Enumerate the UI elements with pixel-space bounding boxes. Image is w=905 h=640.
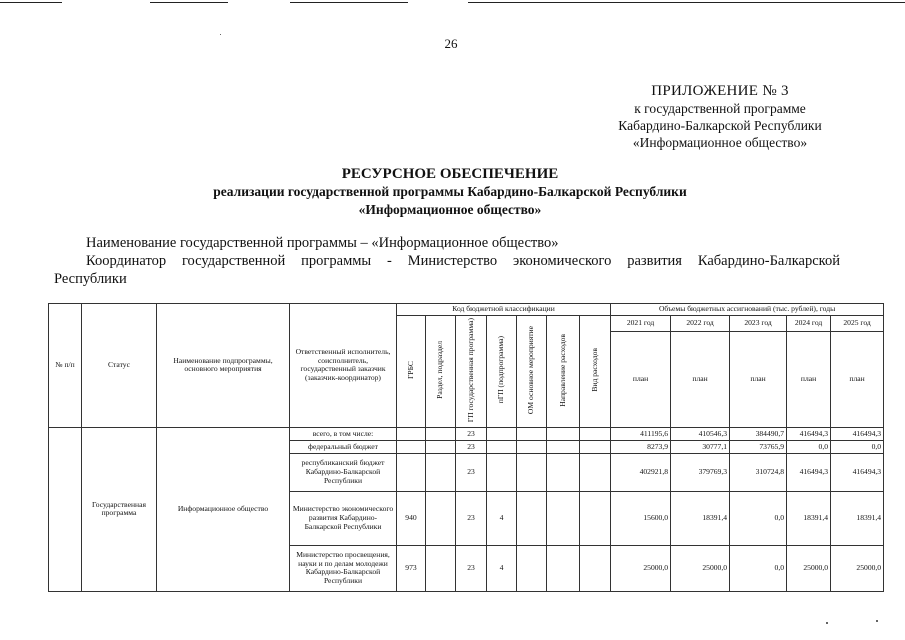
kbk-cell: 23 bbox=[456, 453, 487, 491]
value-cell: 25000,0 bbox=[671, 545, 730, 591]
kbk-cell: 23 bbox=[456, 545, 487, 591]
executor-cell: Министерство экономического развития Кабардино-Балкарской Республики bbox=[290, 491, 397, 545]
scan-artifact-line bbox=[290, 2, 408, 3]
value-cell: 0,0 bbox=[730, 545, 787, 591]
value-cell: 416494,3 bbox=[787, 427, 831, 440]
kbk-cell bbox=[580, 440, 611, 453]
scan-artifact-line bbox=[150, 2, 228, 3]
header-volumes: Объемы бюджетных ассигнований (тыс. рублей), годы bbox=[611, 304, 884, 316]
row-num-cell bbox=[49, 427, 82, 591]
appendix-label: ПРИЛОЖЕНИЕ № 3 bbox=[651, 83, 789, 99]
value-cell: 30777,1 bbox=[671, 440, 730, 453]
title-line: РЕСУРСНОЕ ОБЕСПЕЧЕНИЕ bbox=[341, 166, 559, 182]
kbk-cell: 4 bbox=[487, 545, 517, 591]
title-line: «Информационное общество» bbox=[358, 202, 542, 217]
kbk-cell bbox=[397, 427, 426, 440]
value-cell: 0,0 bbox=[831, 440, 884, 453]
coordinator-line-end: Республики bbox=[54, 271, 127, 287]
kbk-cell bbox=[547, 491, 580, 545]
value-cell: 18391,4 bbox=[671, 491, 730, 545]
value-cell: 8273,9 bbox=[611, 440, 671, 453]
appendix-line: к государственной программе bbox=[634, 101, 806, 116]
executor-cell: федеральный бюджет bbox=[290, 440, 397, 453]
resource-table bbox=[48, 303, 884, 592]
coordinator-line: Координатор государственной программы - Министерство экономического развития Кабардино-Балкарской bbox=[86, 253, 840, 269]
scan-speck bbox=[220, 34, 221, 35]
value-cell: 416494,3 bbox=[787, 453, 831, 491]
value-cell: 0,0 bbox=[787, 440, 831, 453]
header-year: 2025 год bbox=[831, 316, 884, 332]
kbk-cell bbox=[426, 491, 456, 545]
header-plan: план bbox=[787, 332, 831, 427]
value-cell: 379769,3 bbox=[671, 453, 730, 491]
header-kbk-col: ГРБС bbox=[397, 316, 426, 428]
kbk-cell bbox=[547, 440, 580, 453]
executor-cell: республиканский бюджет Кабардино-Балкарской Республики bbox=[290, 453, 397, 491]
value-cell: 416494,3 bbox=[831, 453, 884, 491]
kbk-cell bbox=[580, 427, 611, 440]
kbk-cell bbox=[426, 545, 456, 591]
header-plan: план bbox=[730, 332, 787, 427]
header-executor: Ответственный исполнитель, соисполнитель, государственный заказчик (заказчик-координатор) bbox=[290, 304, 397, 428]
header-plan: план bbox=[611, 332, 671, 427]
header-status: Статус bbox=[82, 304, 157, 428]
value-cell: 15600,0 bbox=[611, 491, 671, 545]
kbk-cell: 23 bbox=[456, 427, 487, 440]
status-cell: Государственная программа bbox=[82, 427, 157, 591]
value-cell: 0,0 bbox=[730, 491, 787, 545]
kbk-cell bbox=[426, 453, 456, 491]
value-cell: 25000,0 bbox=[787, 545, 831, 591]
program-name-cell: Информационное общество bbox=[157, 427, 290, 591]
header-plan: план bbox=[831, 332, 884, 427]
kbk-cell bbox=[426, 440, 456, 453]
kbk-cell bbox=[547, 453, 580, 491]
header-kbk: Код бюджетной классификации bbox=[397, 304, 611, 316]
scan-artifact-line bbox=[0, 2, 62, 3]
title-line: реализации государственной программы Кабардино-Балкарской Республики bbox=[213, 184, 687, 199]
kbk-cell bbox=[517, 440, 547, 453]
kbk-cell bbox=[547, 427, 580, 440]
kbk-cell bbox=[397, 440, 426, 453]
header-year: 2024 год bbox=[787, 316, 831, 332]
kbk-cell: 973 bbox=[397, 545, 426, 591]
header-kbk-col: ГП государственная программа) bbox=[456, 316, 487, 428]
value-cell: 310724,8 bbox=[730, 453, 787, 491]
value-cell: 18391,4 bbox=[831, 491, 884, 545]
executor-cell: Министерство просвещения, науки и по делам молодежи Кабардино-Балкарской Республики bbox=[290, 545, 397, 591]
kbk-cell bbox=[517, 427, 547, 440]
kbk-cell bbox=[580, 545, 611, 591]
value-cell: 25000,0 bbox=[831, 545, 884, 591]
kbk-cell: 940 bbox=[397, 491, 426, 545]
program-name-line: Наименование государственной программы – «Информационное общество» bbox=[86, 235, 559, 251]
scan-speck bbox=[826, 622, 828, 624]
kbk-cell bbox=[580, 491, 611, 545]
kbk-cell bbox=[547, 545, 580, 591]
value-cell: 411195,6 bbox=[611, 427, 671, 440]
appendix-line: «Информационное общество» bbox=[632, 135, 808, 150]
intro-text bbox=[54, 234, 840, 288]
kbk-cell bbox=[517, 453, 547, 491]
scan-speck bbox=[876, 620, 878, 622]
value-cell: 25000,0 bbox=[611, 545, 671, 591]
kbk-cell: 4 bbox=[487, 491, 517, 545]
document-title bbox=[100, 165, 800, 219]
header-kbk-col: пГП (подпрограмма) bbox=[487, 316, 517, 428]
kbk-cell: 23 bbox=[456, 440, 487, 453]
header-year: 2021 год bbox=[611, 316, 671, 332]
header-year: 2022 год bbox=[671, 316, 730, 332]
kbk-cell bbox=[487, 427, 517, 440]
header-kbk-col: ОМ основное мероприятие bbox=[517, 316, 547, 428]
header-year: 2023 год bbox=[730, 316, 787, 332]
kbk-cell bbox=[517, 545, 547, 591]
page-number: 26 bbox=[444, 36, 458, 51]
header-kbk-col: Вид расходов bbox=[580, 316, 611, 428]
kbk-cell bbox=[397, 453, 426, 491]
header-name: Наименование подпрограммы, основного мероприятия bbox=[157, 304, 290, 428]
value-cell: 410546,3 bbox=[671, 427, 730, 440]
value-cell: 18391,4 bbox=[787, 491, 831, 545]
kbk-cell bbox=[517, 491, 547, 545]
kbk-cell bbox=[487, 453, 517, 491]
kbk-cell: 23 bbox=[456, 491, 487, 545]
header-plan: план bbox=[671, 332, 730, 427]
kbk-cell bbox=[426, 427, 456, 440]
header-kbk-col: Раздел, подраздел bbox=[426, 316, 456, 428]
table-row bbox=[49, 427, 884, 440]
value-cell: 73765,9 bbox=[730, 440, 787, 453]
appendix-line: Кабардино-Балкарской Республики bbox=[618, 118, 822, 133]
appendix-header bbox=[560, 83, 880, 151]
header-num: № п/п bbox=[49, 304, 82, 428]
value-cell: 416494,3 bbox=[831, 427, 884, 440]
kbk-cell bbox=[580, 453, 611, 491]
header-kbk-col: Направление расходов bbox=[547, 316, 580, 428]
value-cell: 384490,7 bbox=[730, 427, 787, 440]
kbk-cell bbox=[487, 440, 517, 453]
value-cell: 402921,8 bbox=[611, 453, 671, 491]
executor-cell: всего, в том числе: bbox=[290, 427, 397, 440]
scan-artifact-line bbox=[468, 2, 905, 3]
